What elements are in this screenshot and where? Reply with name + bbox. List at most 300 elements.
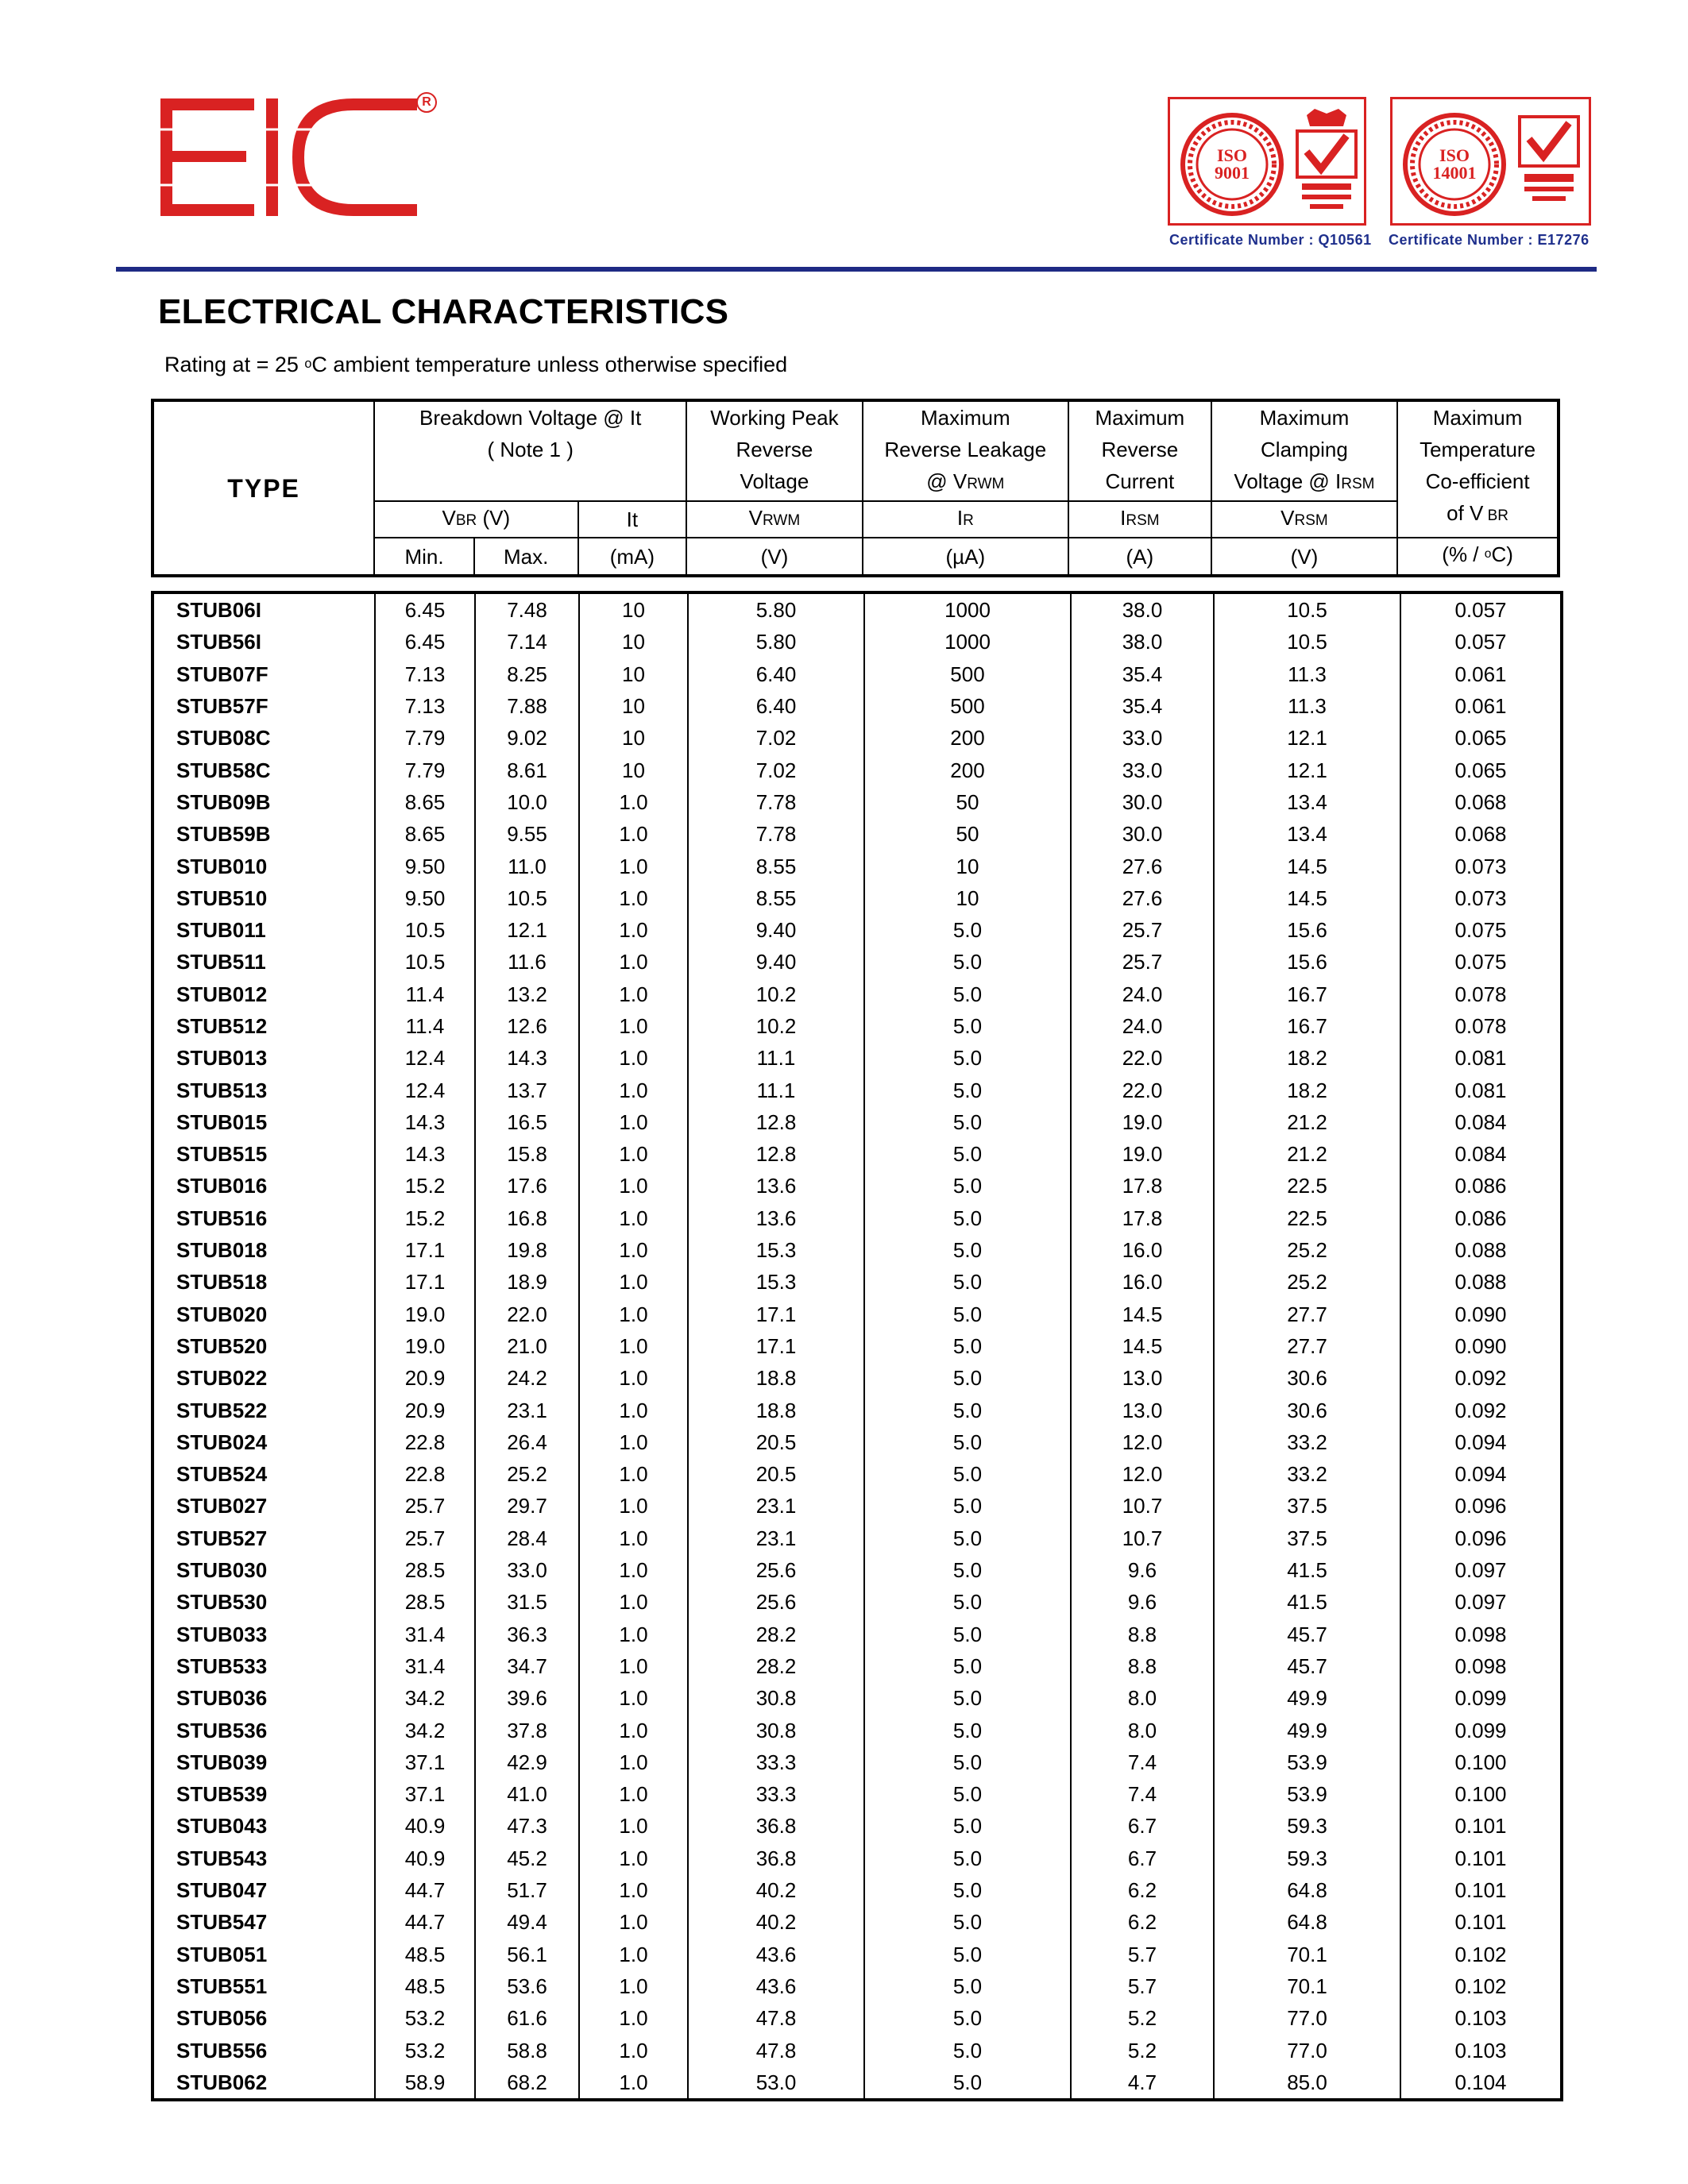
- ir-cell: 5.0: [864, 1874, 1071, 1906]
- type-cell: STUB56I: [153, 626, 375, 658]
- type-cell: STUB047: [153, 1874, 375, 1906]
- temp-coeff-cell: 0.078: [1400, 978, 1562, 1010]
- irsm-cell: 33.0: [1071, 722, 1214, 754]
- type-cell: STUB513: [153, 1074, 375, 1106]
- vbr-min-cell: 10.5: [375, 914, 475, 946]
- ir-cell: 500: [864, 658, 1071, 690]
- temp-coeff-cell: 0.097: [1400, 1586, 1562, 1618]
- subtitle-suffix: C ambient temperature unless otherwise specified: [311, 353, 788, 376]
- temp-coeff-cell: 0.103: [1400, 2002, 1562, 2034]
- type-cell: STUB520: [153, 1330, 375, 1362]
- vrwm-cell: 7.78: [688, 786, 864, 818]
- vbr-min-cell: 6.45: [375, 626, 475, 658]
- vrwm-cell: 25.6: [688, 1554, 864, 1586]
- temp-coeff-cell: 0.073: [1400, 850, 1562, 882]
- iso-14001-certificate-badge: [1390, 97, 1591, 226]
- it-cell: 1.0: [579, 1778, 688, 1810]
- subtitle-prefix: Rating at = 25: [164, 353, 305, 376]
- vbr-max-cell: 13.7: [475, 1074, 579, 1106]
- type-cell: STUB036: [153, 1682, 375, 1714]
- vbr-min-cell: 31.4: [375, 1650, 475, 1682]
- reverse-current-header: Maximum Reverse Current: [1068, 400, 1211, 501]
- table-row: [153, 946, 1562, 978]
- ir-cell: 5.0: [864, 1074, 1071, 1106]
- table-row: [153, 1938, 1562, 1970]
- type-cell: STUB012: [153, 978, 375, 1010]
- vbr-max-cell: 24.2: [475, 1362, 579, 1394]
- vbr-max-cell: 56.1: [475, 1938, 579, 1970]
- vbr-min-cell: 20.9: [375, 1362, 475, 1394]
- it-cell: 1.0: [579, 1266, 688, 1298]
- vbr-max-cell: 10.0: [475, 786, 579, 818]
- type-cell: STUB011: [153, 914, 375, 946]
- table-row: [153, 1298, 1562, 1330]
- type-cell: STUB08C: [153, 722, 375, 754]
- vbr-max-cell: 49.4: [475, 1906, 579, 1938]
- vrwm-cell: 17.1: [688, 1298, 864, 1330]
- vbr-max-cell: 11.6: [475, 946, 579, 978]
- vrwm-cell: 36.8: [688, 1810, 864, 1842]
- vrwm-cell: 13.6: [688, 1170, 864, 1202]
- irsm-cell: 8.8: [1071, 1650, 1214, 1682]
- table-row: [153, 1490, 1562, 1522]
- vrsm-cell: 18.2: [1214, 1042, 1400, 1074]
- vrsm-cell: 77.0: [1214, 2002, 1400, 2034]
- vrsm-cell: 49.9: [1214, 1714, 1400, 1746]
- table-header: [151, 399, 1560, 577]
- ir-cell: 50: [864, 786, 1071, 818]
- ir-cell: 5.0: [864, 1138, 1071, 1170]
- temp-coeff-cell: 0.057: [1400, 626, 1562, 658]
- type-cell: STUB57F: [153, 690, 375, 722]
- temp-coeff-cell: 0.068: [1400, 818, 1562, 850]
- type-cell: STUB09B: [153, 786, 375, 818]
- vbr-max-cell: 34.7: [475, 1650, 579, 1682]
- temp-coeff-cell: 0.094: [1400, 1458, 1562, 1490]
- temp-coeff-cell: 0.103: [1400, 2034, 1562, 2066]
- it-cell: 1.0: [579, 978, 688, 1010]
- irsm-cell: 19.0: [1071, 1106, 1214, 1138]
- vbr-min-cell: 44.7: [375, 1874, 475, 1906]
- table-row: [153, 978, 1562, 1010]
- vrsm-cell: 18.2: [1214, 1074, 1400, 1106]
- table-row: [153, 786, 1562, 818]
- page-title: ELECTRICAL CHARACTERISTICS: [158, 292, 729, 331]
- vbr-min-cell: 53.2: [375, 2002, 475, 2034]
- type-cell: STUB022: [153, 1362, 375, 1394]
- vrwm-cell: 30.8: [688, 1714, 864, 1746]
- type-cell: STUB518: [153, 1266, 375, 1298]
- it-cell: 1.0: [579, 786, 688, 818]
- ir-cell: 5.0: [864, 1362, 1071, 1394]
- vrwm-cell: 40.2: [688, 1874, 864, 1906]
- vbr-min-cell: 11.4: [375, 1010, 475, 1042]
- temp-coeff-cell: 0.102: [1400, 1970, 1562, 2002]
- vbr-max-cell: 7.14: [475, 626, 579, 658]
- vbr-max-cell: 45.2: [475, 1843, 579, 1874]
- vrwm-cell: 53.0: [688, 2066, 864, 2100]
- vrwm-cell: 17.1: [688, 1330, 864, 1362]
- type-cell: STUB530: [153, 1586, 375, 1618]
- irsm-cell: 17.8: [1071, 1202, 1214, 1234]
- table-row: [153, 1234, 1562, 1266]
- it-cell: 10: [579, 690, 688, 722]
- table-row: [153, 1714, 1562, 1746]
- ir-cell: 5.0: [864, 2034, 1071, 2066]
- vrwm-cell: 6.40: [688, 690, 864, 722]
- temp-coeff-cell: 0.100: [1400, 1778, 1562, 1810]
- temp-coeff-cell: 0.102: [1400, 1938, 1562, 1970]
- temp-coeff-cell: 0.101: [1400, 1810, 1562, 1842]
- vrsm-cell: 15.6: [1214, 914, 1400, 946]
- vrsm-cell: 53.9: [1214, 1778, 1400, 1810]
- table-row: [153, 1843, 1562, 1874]
- type-cell: STUB543: [153, 1843, 375, 1874]
- ir-cell: 5.0: [864, 1298, 1071, 1330]
- vbr-min-cell: 9.50: [375, 850, 475, 882]
- type-cell: STUB016: [153, 1170, 375, 1202]
- vrwm-cell: 28.2: [688, 1619, 864, 1650]
- vbr-max-cell: 7.88: [475, 690, 579, 722]
- irsm-cell: 12.0: [1071, 1426, 1214, 1458]
- type-cell: STUB515: [153, 1138, 375, 1170]
- characteristics-table: [151, 591, 1563, 2101]
- vrsm-cell: 59.3: [1214, 1810, 1400, 1842]
- table-row: [153, 690, 1562, 722]
- table-row: [153, 1746, 1562, 1778]
- it-symbol: It: [578, 501, 687, 538]
- registered-trademark-mark: R: [416, 92, 437, 113]
- seal-label: ISO 9001: [1215, 145, 1250, 183]
- type-cell: STUB039: [153, 1746, 375, 1778]
- it-cell: 1.0: [579, 1714, 688, 1746]
- vrwm-cell: 20.5: [688, 1426, 864, 1458]
- table-row: [153, 1906, 1562, 1938]
- vrsm-cell: 59.3: [1214, 1843, 1400, 1874]
- irsm-cell: 24.0: [1071, 1010, 1214, 1042]
- ir-cell: 5.0: [864, 1202, 1071, 1234]
- temp-coeff-cell: 0.098: [1400, 1650, 1562, 1682]
- vbr-min-cell: 8.65: [375, 818, 475, 850]
- ir-cell: 5.0: [864, 2002, 1071, 2034]
- temperature-coefficient-label: Maximum Temperature Co-efficient: [1420, 406, 1536, 493]
- table-row: [153, 1650, 1562, 1682]
- irsm-cell: 10.7: [1071, 1522, 1214, 1554]
- it-cell: 1.0: [579, 1522, 688, 1554]
- vrwm-cell: 30.8: [688, 1682, 864, 1714]
- vrsm-cell: 11.3: [1214, 690, 1400, 722]
- unit-v-working: (V): [686, 538, 862, 576]
- vrsm-cell: 12.1: [1214, 754, 1400, 785]
- vbr-max-cell: 25.2: [475, 1458, 579, 1490]
- page-subtitle: [164, 353, 787, 377]
- vbr-min-cell: 15.2: [375, 1170, 475, 1202]
- vrsm-cell: 25.2: [1214, 1266, 1400, 1298]
- it-cell: 1.0: [579, 1746, 688, 1778]
- ir-cell: 5.0: [864, 1746, 1071, 1778]
- irsm-cell: 38.0: [1071, 626, 1214, 658]
- vbr-max-cell: 8.61: [475, 754, 579, 785]
- ir-cell: 5.0: [864, 978, 1071, 1010]
- irsm-cell: 30.0: [1071, 818, 1214, 850]
- vbr-min-cell: 44.7: [375, 1906, 475, 1938]
- table-row: [153, 2034, 1562, 2066]
- vrsm-cell: 33.2: [1214, 1458, 1400, 1490]
- irsm-symbol: IRSM: [1068, 501, 1211, 538]
- vbr-max-cell: 19.8: [475, 1234, 579, 1266]
- vrwm-cell: 5.80: [688, 626, 864, 658]
- temp-coeff-cell: 0.097: [1400, 1554, 1562, 1586]
- vbr-min-cell: 14.3: [375, 1138, 475, 1170]
- vrwm-cell: 47.8: [688, 2002, 864, 2034]
- temp-coeff-cell: 0.092: [1400, 1362, 1562, 1394]
- table-row: [153, 1554, 1562, 1586]
- unit-max: Max.: [474, 538, 578, 576]
- ir-cell: 5.0: [864, 2066, 1071, 2100]
- vbr-min-cell: 19.0: [375, 1298, 475, 1330]
- vrwm-cell: 33.3: [688, 1746, 864, 1778]
- vbr-min-cell: 34.2: [375, 1682, 475, 1714]
- vbr-min-cell: 7.13: [375, 690, 475, 722]
- type-cell: STUB59B: [153, 818, 375, 850]
- vbr-min-cell: 37.1: [375, 1778, 475, 1810]
- certificate-number-14001: Certificate Number : E17276: [1389, 232, 1590, 248]
- it-cell: 1.0: [579, 1074, 688, 1106]
- vbr-min-cell: 17.1: [375, 1234, 475, 1266]
- it-cell: 1.0: [579, 1426, 688, 1458]
- irsm-cell: 22.0: [1071, 1074, 1214, 1106]
- ir-cell: 1000: [864, 626, 1071, 658]
- vbr-min-cell: 20.9: [375, 1394, 475, 1426]
- unit-v-clamping: (V): [1211, 538, 1397, 576]
- type-column-header: TYPE: [153, 400, 374, 576]
- table-row: [153, 1778, 1562, 1810]
- type-cell: STUB013: [153, 1042, 375, 1074]
- it-cell: 1.0: [579, 1042, 688, 1074]
- vbr-max-cell: 31.5: [475, 1586, 579, 1618]
- vbr-min-cell: 10.5: [375, 946, 475, 978]
- it-cell: 1.0: [579, 1906, 688, 1938]
- it-cell: 1.0: [579, 1362, 688, 1394]
- vrsm-cell: 11.3: [1214, 658, 1400, 690]
- vbr-min-cell: 31.4: [375, 1619, 475, 1650]
- vrwm-cell: 12.8: [688, 1106, 864, 1138]
- it-cell: 10: [579, 754, 688, 785]
- type-cell: STUB58C: [153, 754, 375, 785]
- table-row: [153, 1138, 1562, 1170]
- it-cell: 1.0: [579, 1843, 688, 1874]
- type-cell: STUB010: [153, 850, 375, 882]
- temp-coeff-cell: 0.088: [1400, 1266, 1562, 1298]
- vbr-max-cell: 22.0: [475, 1298, 579, 1330]
- ir-cell: 5.0: [864, 1650, 1071, 1682]
- irsm-cell: 4.7: [1071, 2066, 1214, 2100]
- it-cell: 1.0: [579, 1682, 688, 1714]
- it-cell: 1.0: [579, 1394, 688, 1426]
- table-row: [153, 1330, 1562, 1362]
- vbr-max-cell: 16.8: [475, 1202, 579, 1234]
- irsm-cell: 7.4: [1071, 1778, 1214, 1810]
- table-row: [153, 592, 1562, 626]
- it-cell: 1.0: [579, 1586, 688, 1618]
- vbr-max-cell: 8.25: [475, 658, 579, 690]
- it-cell: 1.0: [579, 1650, 688, 1682]
- ir-cell: 5.0: [864, 1042, 1071, 1074]
- vbr-max-cell: 14.3: [475, 1042, 579, 1074]
- temp-coeff-cell: 0.081: [1400, 1042, 1562, 1074]
- table-row: [153, 1970, 1562, 2002]
- vrsm-cell: 21.2: [1214, 1106, 1400, 1138]
- vrsm-cell: 14.5: [1214, 850, 1400, 882]
- type-cell: STUB522: [153, 1394, 375, 1426]
- temp-coeff-cell: 0.099: [1400, 1682, 1562, 1714]
- ir-cell: 5.0: [864, 1458, 1071, 1490]
- vrwm-cell: 7.78: [688, 818, 864, 850]
- vbr-min-cell: 25.7: [375, 1522, 475, 1554]
- ir-cell: 5.0: [864, 1490, 1071, 1522]
- irsm-cell: 5.7: [1071, 1970, 1214, 2002]
- reverse-leakage-label: Maximum Reverse Leakage @ V: [884, 406, 1047, 493]
- vbr-min-cell: 17.1: [375, 1266, 475, 1298]
- ir-cell: 1000: [864, 592, 1071, 626]
- vrsm-cell: 12.1: [1214, 722, 1400, 754]
- type-cell: STUB551: [153, 1970, 375, 2002]
- degree-mark: o: [304, 357, 312, 372]
- vbr-max-cell: 9.02: [475, 722, 579, 754]
- vrsm-cell: 64.8: [1214, 1906, 1400, 1938]
- vrsm-cell: 13.4: [1214, 786, 1400, 818]
- vbr-min-cell: 48.5: [375, 1970, 475, 2002]
- irsm-cell: 24.0: [1071, 978, 1214, 1010]
- vrsm-cell: 85.0: [1214, 2066, 1400, 2100]
- temp-coeff-cell: 0.092: [1400, 1394, 1562, 1426]
- ir-cell: 5.0: [864, 1522, 1071, 1554]
- type-cell: STUB524: [153, 1458, 375, 1490]
- type-cell: STUB512: [153, 1010, 375, 1042]
- vrsm-cell: 14.5: [1214, 882, 1400, 914]
- irsm-cell: 8.8: [1071, 1619, 1214, 1650]
- eic-logo: [151, 94, 421, 221]
- it-cell: 1.0: [579, 2034, 688, 2066]
- vrwm-cell: 28.2: [688, 1650, 864, 1682]
- temp-coeff-cell: 0.098: [1400, 1619, 1562, 1650]
- vbr-max-cell: 42.9: [475, 1746, 579, 1778]
- type-cell: STUB027: [153, 1490, 375, 1522]
- temp-coeff-cell: 0.094: [1400, 1426, 1562, 1458]
- vbr-max-cell: 17.6: [475, 1170, 579, 1202]
- ir-cell: 5.0: [864, 1970, 1071, 2002]
- table-row: [153, 1682, 1562, 1714]
- table-row: [153, 2002, 1562, 2034]
- type-cell: STUB018: [153, 1234, 375, 1266]
- it-cell: 1.0: [579, 1170, 688, 1202]
- vrwm-cell: 20.5: [688, 1458, 864, 1490]
- temp-coeff-cell: 0.057: [1400, 592, 1562, 626]
- vrwm-cell: 8.55: [688, 882, 864, 914]
- it-cell: 1.0: [579, 1619, 688, 1650]
- type-cell: STUB043: [153, 1810, 375, 1842]
- it-cell: 1.0: [579, 2066, 688, 2100]
- vrwm-cell: 40.2: [688, 1906, 864, 1938]
- table-row: [153, 1810, 1562, 1842]
- vrwm-cell: 11.1: [688, 1074, 864, 1106]
- irsm-cell: 13.0: [1071, 1394, 1214, 1426]
- it-cell: 1.0: [579, 1490, 688, 1522]
- vbr-max-cell: 18.9: [475, 1266, 579, 1298]
- temp-coeff-cell: 0.104: [1400, 2066, 1562, 2100]
- temp-coeff-cell: 0.084: [1400, 1138, 1562, 1170]
- type-cell: STUB020: [153, 1298, 375, 1330]
- ir-cell: 5.0: [864, 914, 1071, 946]
- vrsm-cell: 10.5: [1214, 626, 1400, 658]
- vrsm-cell: 41.5: [1214, 1586, 1400, 1618]
- vrsm-cell: 22.5: [1214, 1202, 1400, 1234]
- ir-cell: 5.0: [864, 1938, 1071, 1970]
- table-row: [153, 1522, 1562, 1554]
- ir-cell: 5.0: [864, 1266, 1071, 1298]
- ir-cell: 5.0: [864, 1586, 1071, 1618]
- it-cell: 1.0: [579, 1234, 688, 1266]
- temp-coeff-cell: 0.090: [1400, 1298, 1562, 1330]
- type-cell: STUB539: [153, 1778, 375, 1810]
- vrsm-cell: 70.1: [1214, 1938, 1400, 1970]
- vrwm-cell: 47.8: [688, 2034, 864, 2066]
- vbr-min-cell: 58.9: [375, 2066, 475, 2100]
- vbr-max-cell: 51.7: [475, 1874, 579, 1906]
- type-cell: STUB056: [153, 2002, 375, 2034]
- vbr-min-cell: 40.9: [375, 1843, 475, 1874]
- vrsm-cell: 45.7: [1214, 1619, 1400, 1650]
- vrsm-symbol: VRSM: [1211, 501, 1397, 538]
- unit-ma: (mA): [578, 538, 687, 576]
- it-cell: 10: [579, 626, 688, 658]
- vbr-max-cell: 33.0: [475, 1554, 579, 1586]
- table-row: [153, 914, 1562, 946]
- ir-cell: 5.0: [864, 1682, 1071, 1714]
- vrwm-cell: 10.2: [688, 1010, 864, 1042]
- irsm-cell: 16.0: [1071, 1266, 1214, 1298]
- vbr-max-cell: 68.2: [475, 2066, 579, 2100]
- ir-cell: 50: [864, 818, 1071, 850]
- vbr-max-cell: 61.6: [475, 2002, 579, 2034]
- ir-cell: 5.0: [864, 946, 1071, 978]
- vbr-max-cell: 12.1: [475, 914, 579, 946]
- table-row: [153, 658, 1562, 690]
- breakdown-voltage-header: Breakdown Voltage @ It ( Note 1 ): [374, 400, 686, 501]
- temp-coeff-cell: 0.078: [1400, 1010, 1562, 1042]
- vbr-min-cell: 12.4: [375, 1042, 475, 1074]
- vrwm-cell: 7.02: [688, 722, 864, 754]
- vrwm-cell: 8.55: [688, 850, 864, 882]
- it-cell: 1.0: [579, 1138, 688, 1170]
- temp-coeff-cell: 0.075: [1400, 914, 1562, 946]
- table-row: [153, 818, 1562, 850]
- vbr-max-cell: 37.8: [475, 1714, 579, 1746]
- it-cell: 1.0: [579, 882, 688, 914]
- vbr-min-cell: 8.65: [375, 786, 475, 818]
- vbr-min-cell: 28.5: [375, 1554, 475, 1586]
- vrwm-cell: 23.1: [688, 1490, 864, 1522]
- ir-cell: 200: [864, 722, 1071, 754]
- of-vbr-label: of V: [1447, 501, 1484, 525]
- vbr-min-cell: 12.4: [375, 1074, 475, 1106]
- vbr-max-cell: 10.5: [475, 882, 579, 914]
- table-body: [153, 592, 1562, 2100]
- temp-coeff-cell: 0.065: [1400, 722, 1562, 754]
- vrwm-cell: 10.2: [688, 978, 864, 1010]
- header-divider: [116, 267, 1597, 272]
- irsm-cell: 6.2: [1071, 1906, 1214, 1938]
